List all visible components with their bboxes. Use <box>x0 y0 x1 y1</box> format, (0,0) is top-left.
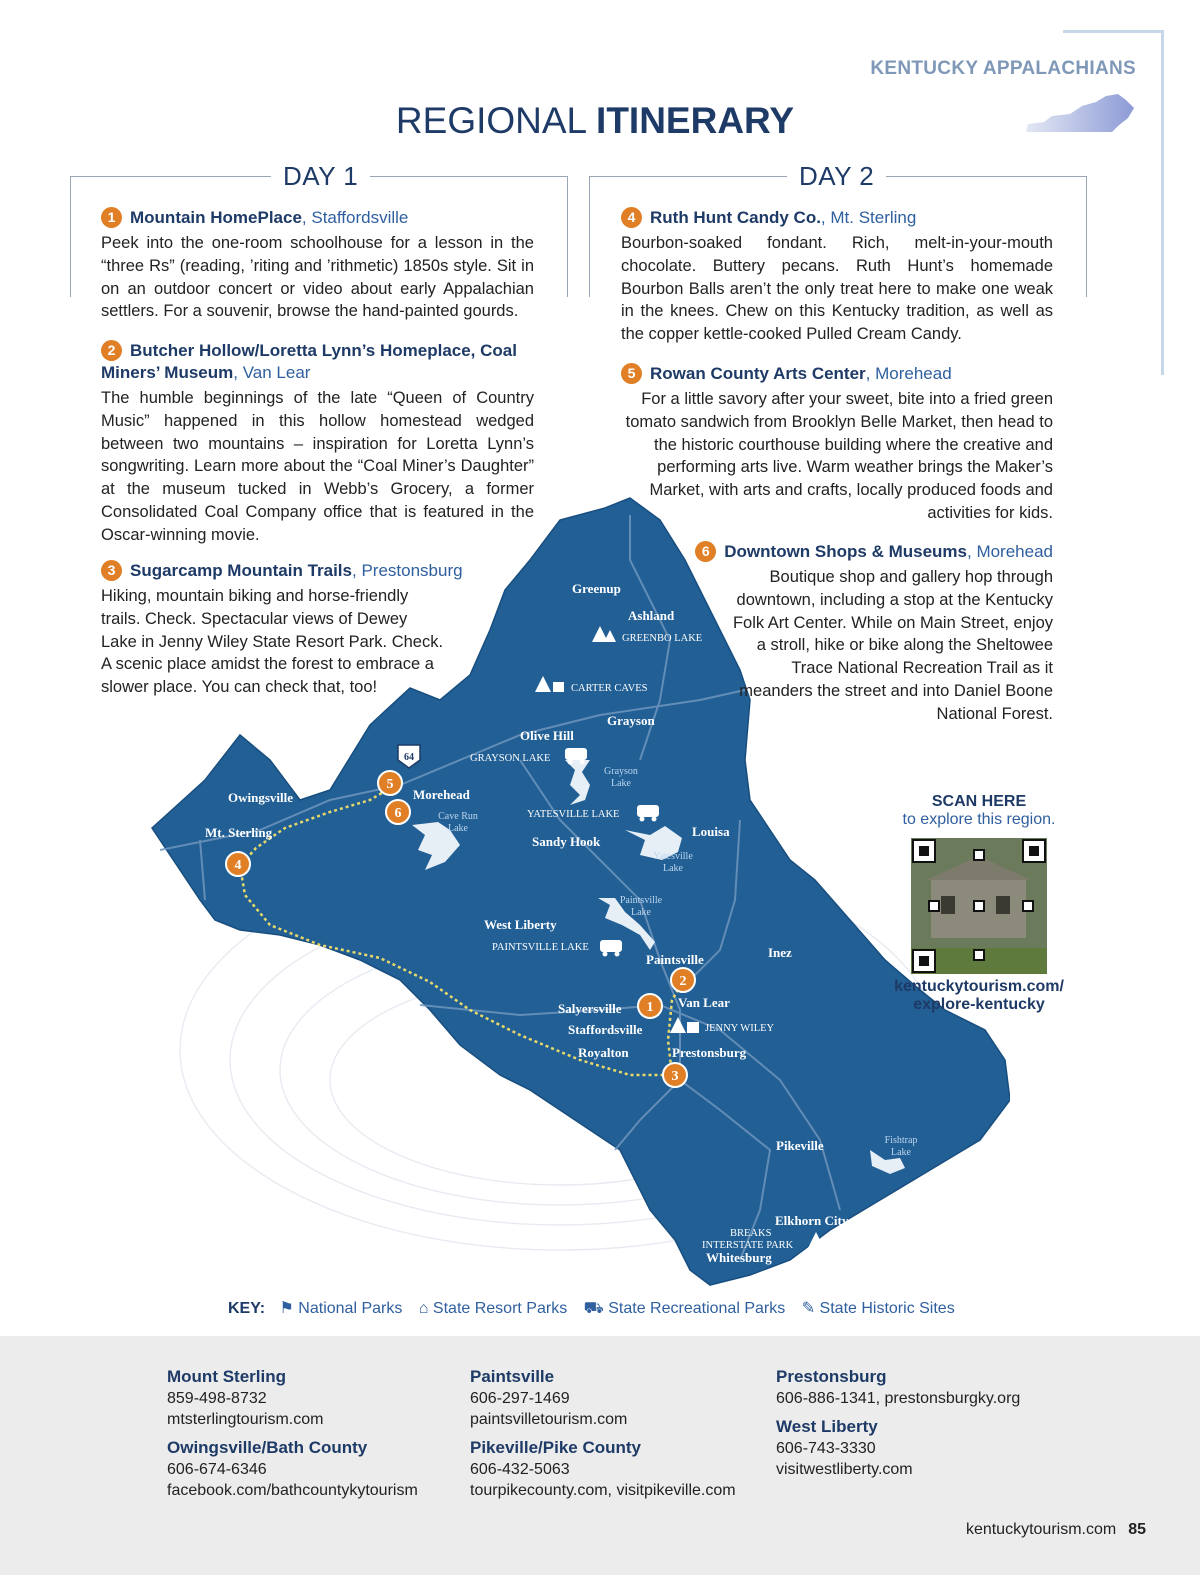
qr-url-line2: explore-kentucky <box>913 996 1045 1013</box>
stop-1-name: Mountain HomePlace <box>130 208 302 227</box>
stop-1 <box>101 207 534 323</box>
map-key <box>228 1298 988 1319</box>
stop-6-description: Boutique shop and gallery hop through downtown, including a stop at the Kentucky Folk Art Center. While on Main Street, enjoy a stroll, hike or bike along the Sheltowee Trace National Recreation Trail as it meanders the street and into Daniel Boone National Forest. <box>732 568 1053 723</box>
kentucky-state-icon <box>1022 92 1137 138</box>
town-mt-sterling: Mt. Sterling <box>205 825 273 840</box>
stop-3-number: 3 <box>101 560 122 581</box>
contact-phone-website[interactable]: 606-886-1341, prestonsburgky.org <box>776 1390 1021 1407</box>
contact-name: Pikeville/Pike County <box>470 1438 642 1457</box>
marker-3-label: 3 <box>671 1069 679 1084</box>
stop-6-town: , Morehead <box>967 542 1053 561</box>
stop-2-town: , Van Lear <box>233 363 311 382</box>
park-interstate-park: INTERSTATE PARK <box>702 1240 794 1251</box>
contact-prestonsburg <box>776 1366 1066 1409</box>
page-number: 85 <box>1128 1521 1146 1538</box>
marker-5-label: 5 <box>386 777 394 792</box>
lake-fishtrap-line1: Fishtrap <box>884 1135 918 1146</box>
stop-3-town: , Prestonsburg <box>352 561 463 580</box>
lake-paintsville-line2: Lake <box>631 907 651 918</box>
lake-grayson-line2: Lake <box>611 778 631 789</box>
route-64-label: 64 <box>404 752 414 763</box>
stop-5-heading <box>621 363 1053 385</box>
park-greenbo-lake: GREENBO LAKE <box>622 633 703 644</box>
stop-4 <box>621 207 1053 346</box>
contact-phone: 606-743-3330 <box>776 1440 876 1457</box>
town-inez: Inez <box>768 945 792 960</box>
town-staffordsville: Staffordsville <box>568 1022 643 1037</box>
park-paintsville-lake: PAINTSVILLE LAKE <box>492 942 589 953</box>
town-greenup: Greenup <box>572 581 621 596</box>
stop-2 <box>101 340 534 547</box>
camper-icon: ⛟ <box>583 1300 604 1317</box>
map-marker-2 <box>671 968 695 992</box>
stop-3 <box>101 560 471 699</box>
qr-url-line1: kentuckytourism.com/ <box>894 978 1064 995</box>
map-marker-4 <box>226 852 250 876</box>
park-breaks: BREAKS <box>730 1228 772 1239</box>
stop-6-number: 6 <box>695 541 716 562</box>
contact-west-liberty <box>776 1416 1066 1480</box>
marker-2-label: 2 <box>679 974 687 989</box>
stop-5-description: For a little savory after your sweet, bite into a fried green tomato sandwich from Brooklyn Belle Market, then head to the historic courthouse building where the creative and performing arts live. Warm weather brings the Maker’s Market, with arts and crafts, locally produced foods and activities for kids. <box>625 390 1053 522</box>
town-paintsville: Paintsville <box>646 952 704 967</box>
key-label: KEY: <box>228 1300 266 1317</box>
stop-3-name: Sugarcamp Mountain Trails <box>130 561 352 580</box>
stop-2-heading <box>101 340 534 384</box>
marker-1-label: 1 <box>646 1000 654 1015</box>
feather-icon: ✎ <box>801 1300 816 1317</box>
scan-title: SCAN HERE <box>931 793 1027 810</box>
contact-website[interactable]: tourpikecounty.com, visitpikeville.com <box>470 1482 736 1499</box>
park-yatesville-lake: YATESVILLE LAKE <box>527 809 620 820</box>
scan-subtitle: to explore this region. <box>902 811 1056 828</box>
contact-phone: 606-674-6346 <box>167 1461 267 1478</box>
lake-fishtrap-line2: Lake <box>891 1147 911 1158</box>
contact-website[interactable]: paintsvilletourism.com <box>470 1411 628 1428</box>
stop-5-name: Rowan County Arts Center <box>650 364 866 383</box>
contact-paintsville <box>470 1366 760 1430</box>
stop-3-description: Hiking, mountain biking and horse-friendly trails. Check. Spectacular views of Dewey Lake in Jenny Wiley State Resort Park. Check. A scenic place amidst the forest to embrace a slower place. You can check that, too! <box>101 587 444 697</box>
map-marker-6 <box>386 800 410 824</box>
lake-cave-run-line2: Lake <box>448 823 468 834</box>
stop-6-heading <box>690 541 1053 563</box>
lake-grayson-line1: Grayson <box>604 766 638 777</box>
key-national-parks: National Parks <box>298 1300 403 1317</box>
town-whitesburg: Whitesburg <box>706 1250 772 1265</box>
contact-name: Mount Sterling <box>167 1367 286 1386</box>
stop-1-number: 1 <box>101 207 122 228</box>
scan-block <box>890 793 1068 829</box>
stop-4-description: Bourbon-soaked fondant. Rich, melt-in-your-mouth chocolate. Buttery pecans. Ruth Hunt’s homemade Bourbon Balls aren’t the only treat here to make one weak in the knees. Chew on this Kentucky tradition, as well as the copper kettle-cooked Pulled Cream Candy. <box>621 234 1053 344</box>
town-louisa: Louisa <box>692 824 730 839</box>
day2-heading: DAY 2 <box>787 161 886 192</box>
contact-name: West Liberty <box>776 1417 878 1436</box>
stop-1-town: , Staffordsville <box>301 208 409 227</box>
footer-site[interactable]: kentuckytourism.com <box>965 1521 1117 1538</box>
contact-mount-sterling <box>167 1366 457 1430</box>
page-title: REGIONAL ITINERARY <box>395 100 795 141</box>
lake-yatesville-line1: Yatesville <box>653 851 693 862</box>
stop-1-heading <box>101 207 534 229</box>
contact-website[interactable]: visitwestliberty.com <box>776 1461 913 1478</box>
day1-heading: DAY 1 <box>271 161 370 192</box>
contact-owingsville <box>167 1437 457 1501</box>
stop-2-number: 2 <box>101 340 122 361</box>
stop-2-name: Butcher Hollow/Loretta Lynn’s Homeplace, Coal Miners’ Museum <box>101 341 517 382</box>
corner-rule-side <box>1161 30 1164 375</box>
contact-website[interactable]: mtsterlingtourism.com <box>167 1411 324 1428</box>
stop-4-town: , Mt. Sterling <box>820 208 917 227</box>
map-marker-3 <box>663 1063 687 1087</box>
stop-5 <box>621 363 1053 525</box>
key-state-resort-parks: State Resort Parks <box>432 1300 568 1317</box>
contact-pikeville <box>470 1437 760 1501</box>
town-morehead: Morehead <box>413 787 470 802</box>
contact-name: Paintsville <box>470 1367 555 1386</box>
contact-name: Owingsville/Bath County <box>167 1438 368 1457</box>
lake-cave-run-line1: Cave Run <box>438 811 478 822</box>
town-van-lear: Van Lear <box>678 995 730 1010</box>
lake-paintsville-line1: Paintsville <box>619 895 663 906</box>
contact-name: Prestonsburg <box>776 1367 887 1386</box>
key-state-historic-sites: State Historic Sites <box>819 1300 955 1317</box>
contact-phone: 606-432-5063 <box>470 1461 570 1478</box>
park-jenny-wiley: JENNY WILEY <box>705 1023 775 1034</box>
marker-4-label: 4 <box>234 858 242 873</box>
town-prestonsburg: Prestonsburg <box>672 1045 747 1060</box>
town-royalton: Royalton <box>578 1045 629 1060</box>
stop-4-number: 4 <box>621 207 642 228</box>
town-olive-hill: Olive Hill <box>520 728 574 743</box>
town-west-liberty: West Liberty <box>484 917 557 932</box>
stop-1-description: Peek into the one-room schoolhouse for a lesson in the “three Rs” (reading, ’riting and ’rithmetic) 1850s style. Sit in on an outdoor concert or video about early Appalachian settlers. For a souvenir, browse the hand-painted gourds. <box>101 234 534 321</box>
town-sandy-hook: Sandy Hook <box>532 834 601 849</box>
qr-url[interactable] <box>880 978 1078 1014</box>
stop-2-description: The humble beginnings of the late “Queen of Country Music” happened in this hollow homestead wedged between two mountains – inspiration for Loretta Lynn’s songwriting. Learn more about the “Coal Miner’s Daughter” at the museum tucked in Webb’s Grocery, a former Consolidated Coal Company office that is featured in the Oscar-winning movie. <box>101 389 534 544</box>
corner-rule-top <box>1063 30 1164 33</box>
stop-4-heading <box>621 207 1053 229</box>
park-grayson-lake: GRAYSON LAKE <box>470 753 551 764</box>
contact-phone: 606-297-1469 <box>470 1390 570 1407</box>
tree-icon: ⌂ <box>418 1300 429 1317</box>
key-state-recreational-parks: State Recreational Parks <box>608 1300 786 1317</box>
stop-3-heading <box>101 560 471 582</box>
contact-website[interactable]: facebook.com/bathcountykytourism <box>167 1482 418 1499</box>
town-salyersville: Salyersville <box>558 1001 622 1016</box>
stop-6 <box>690 541 1053 726</box>
park-carter-caves: CARTER CAVES <box>571 683 648 694</box>
region-label: KENTUCKY APPALACHIANS <box>870 58 1136 79</box>
stop-6-name: Downtown Shops & Museums <box>724 542 967 561</box>
town-pikeville: Pikeville <box>776 1138 824 1153</box>
stop-5-number: 5 <box>621 363 642 384</box>
town-elkhorn-city: Elkhorn City <box>775 1213 849 1228</box>
map-marker-5 <box>378 771 402 795</box>
lake-yatesville-line2: Lake <box>663 863 683 874</box>
town-grayson: Grayson <box>607 713 655 728</box>
town-owingsville: Owingsville <box>228 790 294 805</box>
map-marker-1 <box>638 994 662 1018</box>
flag-icon: ⚑ <box>279 1300 294 1317</box>
page-footer <box>900 1521 1146 1539</box>
contact-phone: 859-498-8732 <box>167 1390 267 1407</box>
town-ashland: Ashland <box>628 608 675 623</box>
qr-code[interactable] <box>911 838 1047 974</box>
stop-5-town: , Morehead <box>865 364 952 383</box>
stop-4-name: Ruth Hunt Candy Co. <box>650 208 821 227</box>
marker-6-label: 6 <box>394 806 402 821</box>
